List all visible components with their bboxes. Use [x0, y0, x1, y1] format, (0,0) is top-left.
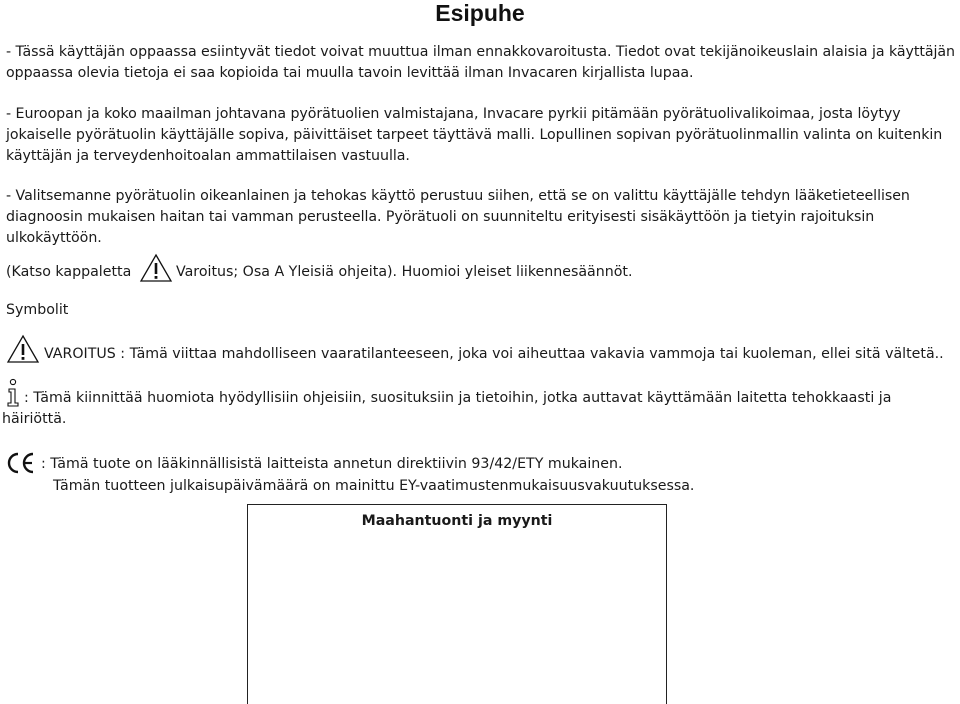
- warning-description: VAROITUS : Tämä viittaa mahdolliseen vaaratilanteeseen, joka voi aiheuttaa vakavia vammoja tai kuoleman, ellei sitä vältetä..: [44, 346, 944, 362]
- import-sales-box: [247, 504, 667, 704]
- symbols-heading: Symbolit: [6, 302, 69, 318]
- ce-mark-icon: [6, 451, 36, 475]
- symbol-row-info: [2, 378, 956, 432]
- reference-line: [6, 253, 956, 289]
- warning-triangle-icon: [139, 253, 173, 283]
- info-description-continued: häiriöttä.: [2, 411, 67, 427]
- page-title: Esipuhe: [435, 0, 525, 26]
- info-description: : Tämä kiinnittää huomiota hyödyllisiin ohjeisiin, suosituksiin ja tietoihin, jotka auttavat käyttämään laitetta tehokkaasti ja: [24, 390, 892, 406]
- ce-description: : Tämä tuote on lääkinnällisistä laitteista annetun direktiivin 93/42/ETY mukainen.: [41, 456, 623, 472]
- warning-triangle-icon: [6, 334, 40, 364]
- info-icon: [6, 378, 22, 408]
- paragraph-usage: - Valitsemanne pyörätuolin oikeanlainen ja tehokas käyttö perustuu siihen, että se on valittu käyttäjälle tehdyn lääketieteellisen diagnoosin mukaisen haitan tai vamman perusteella. Pyörätuoli on suunniteltu erityisesti sisäkäyttöön ja tietyin rajoituksin ulkokäyttöön.: [6, 188, 910, 246]
- ce-publication-note: Tämän tuotteen julkaisupäivämäärä on mainittu EY-vaatimustenmukaisuusvakuutuksessa.: [53, 478, 695, 494]
- symbol-row-ce: [6, 451, 956, 497]
- symbol-row-warning: [6, 334, 956, 370]
- paragraph-manufacturer: - Euroopan ja koko maailman johtavana pyörätuolien valmistajana, Invacare pyrkii pitämään pyörätuolivalikoimaa, josta löytyy jokaiselle pyörätuolin käyttäjälle sopiva, päivittäiset tarpeet täyttävä malli. Lopullinen sopivan pyörätuolinmallin valinta on kuitenkin käyttäjän ja terveydenhoitoalan ammattilaisen vastuulla.: [6, 106, 943, 164]
- reference-text-before: (Katso kappaletta: [6, 264, 132, 280]
- import-sales-heading: Maahantuonti ja myynti: [361, 513, 553, 529]
- reference-text-after: Varoitus; Osa A Yleisiä ohjeita). Huomioi yleiset liikennesäännöt.: [176, 264, 633, 280]
- paragraph-copyright: - Tässä käyttäjän oppaassa esiintyvät tiedot voivat muuttua ilman ennakkovaroitusta. Tiedot ovat tekijänoikeuslain alaisia ja käyttäjän oppaassa olevia tietoja ei saa kopioida tai muulla tavoin levittää ilman Invacaren kirjallista lupaa.: [6, 44, 955, 81]
